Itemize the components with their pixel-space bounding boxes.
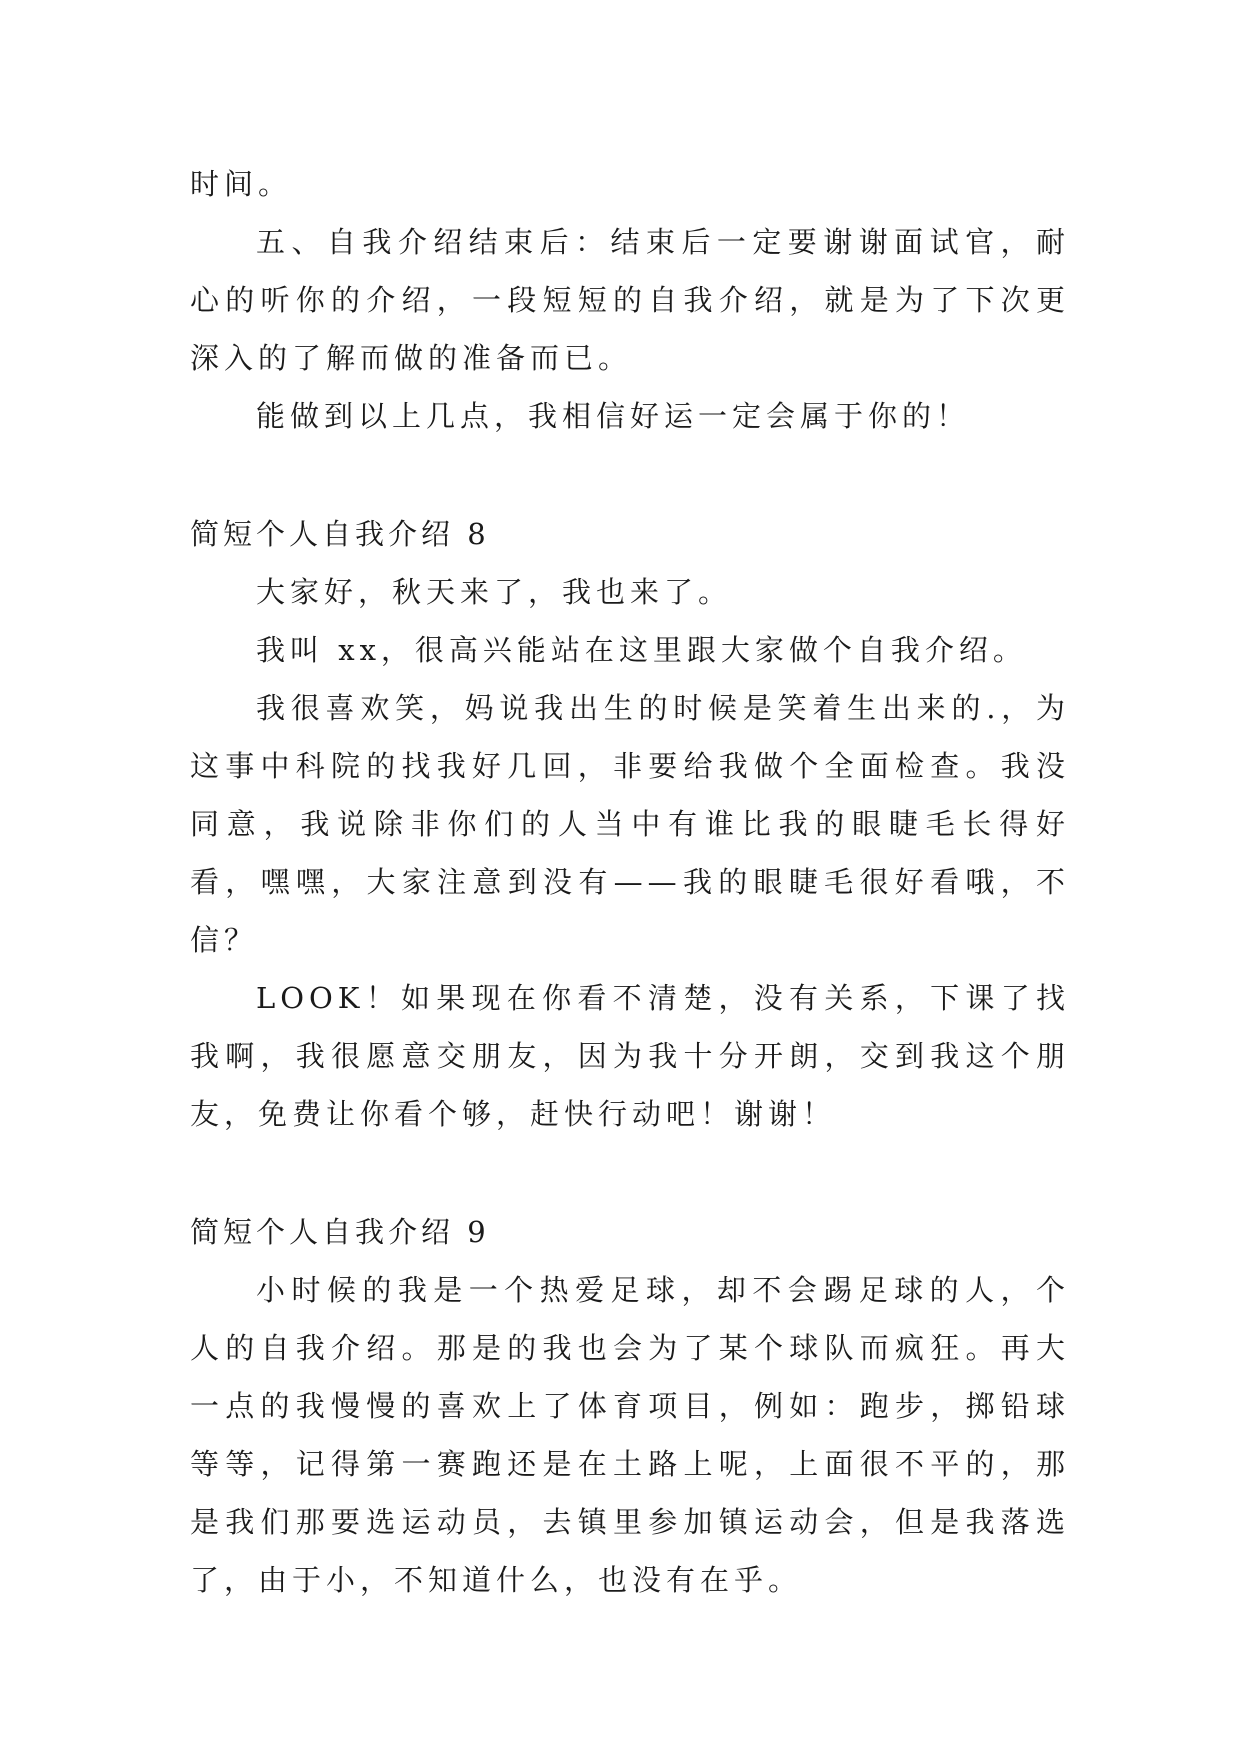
section-heading-8: 简短个人自我介绍 8 [190, 517, 490, 551]
section-heading-9: 简短个人自我介绍 9 [190, 1215, 490, 1249]
paragraph-look: LOOK！如果现在你看不清楚，没有关系，下课了找我啊，我很愿意交朋友，因为我十分开朗，交到我这个朋友，免费让你看个够，赶快行动吧！谢谢！ [190, 981, 1070, 1131]
paragraph-greeting: 大家好，秋天来了，我也来了。 [256, 575, 733, 609]
paragraph-continuation: 时间。 [190, 167, 293, 201]
paragraph-football: 小时候的我是一个热爱足球，却不会踢足球的人，个人的自我介绍。那是的我也会为了某个球队而疯狂。再大一点的我慢慢的喜欢上了体育项目，例如：跑步，掷铅球等等，记得第一赛跑还是在土路上呢，上面很不平的，那是我们那要选运动员，去镇里参加镇运动会，但是我落选了，由于小，不知道什么，也没有在乎。 [190, 1273, 1070, 1597]
paragraph-name: 我叫 xx，很高兴能站在这里跟大家做个自我介绍。 [256, 633, 1027, 667]
paragraph-smile: 我很喜欢笑，妈说我出生的时候是笑着生出来的.，为这事中科院的找我好几回，非要给我做个全面检查。我没同意，我说除非你们的人当中有谁比我的眼睫毛长得好看，嘿嘿，大家注意到没有——我的眼睫毛很好看哦，不信？ [190, 691, 1070, 957]
paragraph-step-five: 五、自我介绍结束后：结束后一定要谢谢面试官，耐心的听你的介绍，一段短短的自我介绍，就是为了下次更深入的了解而做的准备而已。 [190, 225, 1070, 375]
document-page [190, 155, 1070, 1609]
paragraph-closing: 能做到以上几点，我相信好运一定会属于你的！ [256, 399, 971, 433]
